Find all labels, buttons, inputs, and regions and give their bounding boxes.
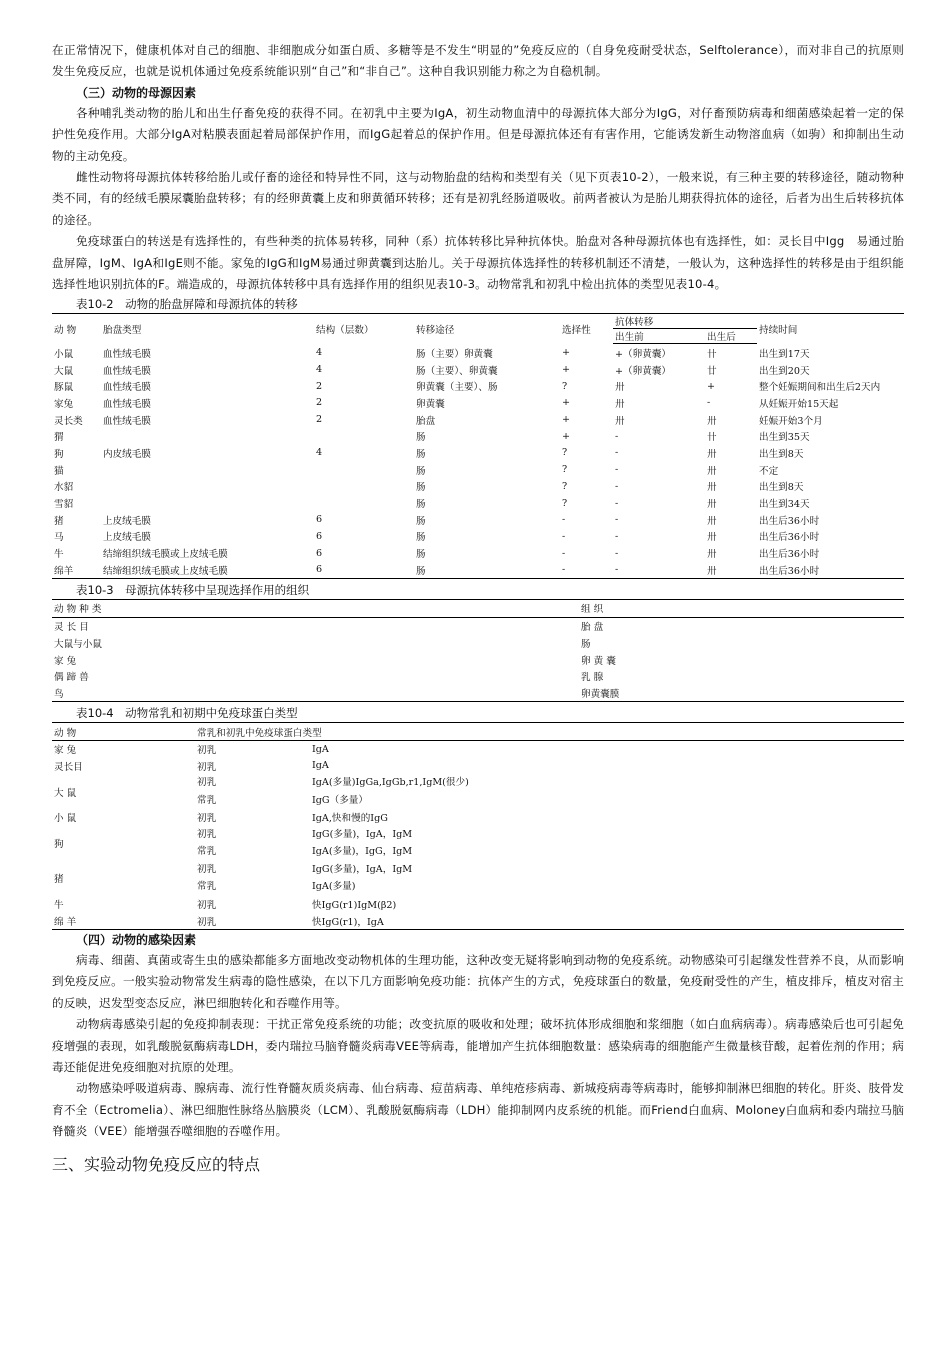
table-row <box>52 545 904 562</box>
animal-cell: 牛 <box>54 899 64 911</box>
table-cell: 结缔组织绒毛膜或上皮绒毛膜 <box>103 549 228 561</box>
ig-cell <box>310 740 904 757</box>
infection-paragraph-1: 病毒、细菌、真菌或寄生虫的感染都能多方面地改变动物机体的生理功能，这种改变无疑将影响到动物的免疫系统。动物感染可引起继发性营养不良，从而影响到免疫反应。一般实验动物常发生病毒的隐性感染，在以下几方面影响免疫功能：抗体产生的方式，免疫球蛋白的数量，免疫耐受性的产生，植皮排斥，植皮对宿主的反映，迟发型变态反应，淋巴细胞转化和吞噬作用等。 <box>52 952 904 1010</box>
table-cell: 出生到34天 <box>759 499 810 510</box>
t3-header-tissue: 组 织 <box>579 600 904 618</box>
table-row <box>52 896 904 913</box>
table-cell: 2 <box>316 414 323 426</box>
table-cell: 肠 <box>416 499 426 510</box>
table-row <box>52 617 904 634</box>
maternal-paragraph-1: 各种哺乳类动物的胎儿和出生仔畜免疫的获得不同。在初乳中主要为IgA，初生动物血清中的母源抗体大部分为IgG，对仔畜预防病毒和细菌感染起着一定的保护性免疫作用。大部分IgA对粘膜表面起着局部保护作用，而IgG起着总的保护作用。但是母源抗体还有有害作用，它能诱发新生动物溶血病（如驹）和抑制出生动物的主动免疫。 <box>52 105 904 163</box>
table-cell: 不定 <box>759 465 779 477</box>
table-row <box>52 361 904 378</box>
table-cell: 大鼠与小鼠 <box>54 638 102 650</box>
infection-heading: （四）动物的感染因素 <box>76 932 197 947</box>
t2-header-animal: 动 物 <box>52 314 101 344</box>
table-cell <box>101 461 314 478</box>
milk-type: 初乳 <box>197 863 217 875</box>
table-cell: - <box>615 514 619 526</box>
table-cell <box>101 495 314 512</box>
table-cell: + <box>707 380 716 392</box>
table-cell: 猫 <box>54 465 64 477</box>
milk-type: 初乳 <box>197 813 217 825</box>
table-row <box>52 774 904 809</box>
table-row <box>52 634 904 651</box>
table-cell: + <box>562 397 571 409</box>
table-row <box>52 445 904 462</box>
table-cell: 4 <box>316 364 323 375</box>
table-cell: 6 <box>314 561 414 578</box>
table-cell: 肠 <box>416 432 426 444</box>
table-cell: 出生到17天 <box>759 348 810 360</box>
t2-header-duration: 持续时间 <box>757 314 904 344</box>
table-cell: - <box>562 547 566 559</box>
table-row <box>52 685 904 702</box>
table-cell <box>314 495 414 512</box>
table-cell: 上皮绒毛膜 <box>103 515 151 527</box>
table-cell: 内皮绒毛膜 <box>103 448 151 460</box>
table-cell: 卄 <box>707 432 717 444</box>
table-cell: - <box>615 530 619 542</box>
table-cell: - <box>613 561 705 578</box>
table-cell: 卵黄囊膜 <box>579 685 904 702</box>
ig-cell <box>310 809 904 826</box>
table-cell: 6 <box>316 514 323 526</box>
table-cell: + <box>562 364 571 375</box>
table-cell: 结缔组织绒毛膜或上皮绒毛膜 <box>101 561 314 578</box>
animal-cell: 小 鼠 <box>54 813 77 825</box>
t4-header-animal: 动 物 <box>52 723 195 741</box>
intro-paragraph: 在正常情况下，健康机体对自己的细胞、非细胞成分如蛋白质、多糖等是不发生“明显的”免疫反应的（自身免疫耐受状态，Selftolerance），而对非自己的抗原则发生免疫反应，也就是说机体通过免疫系统能识别“自己”和“非自己”。这种自我识别能力称之为自稳机制。 <box>52 43 904 79</box>
table-cell: 卅 <box>615 398 625 410</box>
ig-type: IgA,快和慢的IgG <box>312 813 388 825</box>
table-cell: 肠 <box>414 561 560 578</box>
table-cell: + <box>562 414 571 426</box>
maternal-paragraph-2: 雌性动物将母源抗体转移给胎儿或仔畜的途径和特异性不同，这与动物胎盘的结构和类型有关（见下页表10-2），一般来说，有三种主要的转移途径，随动物种类不同，有的经绒毛膜尿囊胎盘转移；有的经卵黄囊上皮和卵黄循环转移；还有是初乳经肠道吸收。前两者被认为是胎儿期获得抗体的途径，后者为出生后转移抗体的途径。 <box>52 170 904 227</box>
table-cell: 血性绒毛膜 <box>103 398 151 410</box>
table-cell: - <box>615 480 619 492</box>
table-row <box>52 809 904 826</box>
table-cell: - <box>615 497 619 509</box>
table-row <box>52 461 904 478</box>
t2-header-placenta: 胎盘类型 <box>101 314 314 344</box>
table-cell <box>314 478 414 495</box>
table-row <box>52 511 904 528</box>
table-10-4 <box>52 722 904 930</box>
table-cell: 卅 <box>707 499 717 510</box>
table-cell: 2 <box>316 380 323 392</box>
ig-cell <box>310 896 904 913</box>
table-cell: 肠 <box>416 532 426 544</box>
milk-cell <box>195 826 310 861</box>
table-cell: 卅 <box>615 415 625 427</box>
table-cell: 猪 <box>54 515 64 527</box>
table-cell: 豚鼠 <box>54 382 74 394</box>
milk-cell <box>195 861 310 896</box>
table-cell: - <box>707 397 711 409</box>
table-cell: 肠（主要）、卵黄囊 <box>416 365 498 377</box>
table-10-3 <box>52 599 904 702</box>
table-cell: 出生后36小时 <box>759 532 820 544</box>
table-cell: 血性绒毛膜 <box>103 348 151 360</box>
table-cell: ? <box>562 497 568 509</box>
infection-paragraph-3: 动物感染呼吸道病毒、腺病毒、流行性脊髓灰质炎病毒、仙台病毒、痘苗病毒、单纯疮疹病毒、新城疫病毒等病毒时，能够抑制淋巴细胞的转化。肝炎、肢骨发育不全（Ectromelia）、淋巴细胞性脉络丛脑膜炎（LCM）、乳酸脱氨酶病毒（LDH）能抑制网内皮系统的机能。而Friend白血病、Moloney白血病和委内瑞拉马脑脊髓炎（VEE）能增强吞噬细胞的吞噬作用。 <box>52 1081 904 1139</box>
ig-cell <box>310 758 904 775</box>
animal-cell: 狗 <box>54 839 64 851</box>
table-cell: 2 <box>316 397 323 409</box>
table-cell: 雪貂 <box>54 499 74 510</box>
table-cell: 从妊娠开始15天起 <box>759 398 839 410</box>
table-cell: 灵长类 <box>54 415 83 427</box>
table-cell: +（卵黄囊） <box>615 348 672 360</box>
milk-type: 初乳 <box>197 761 217 773</box>
table-cell: + <box>562 347 571 359</box>
table-cell: 出生到20天 <box>759 365 810 377</box>
ig-cell <box>310 912 904 929</box>
milk-type: 常乳 <box>197 846 217 858</box>
table-cell: 家 兔 <box>54 655 77 667</box>
table-cell <box>314 461 414 478</box>
table-cell: 马 <box>54 532 64 544</box>
table-cell: 血性绒毛膜 <box>103 365 151 377</box>
table-cell: 廿 <box>707 365 717 377</box>
table-cell: 肠 <box>416 515 426 527</box>
ig-type: IgA <box>312 743 329 755</box>
table-row <box>52 378 904 395</box>
table-cell: 卅 <box>707 549 717 561</box>
table-cell: 大鼠 <box>54 365 74 377</box>
milk-type: 常乳 <box>197 794 217 806</box>
ig-type: 快IgG(r1)IgM(β2) <box>312 899 397 911</box>
table-row <box>52 826 904 861</box>
infection-paragraph-2: 动物病毒感染引起的免疫抑制表现：干扰正常免疫系统的功能；改变抗原的吸收和处理；破坏抗体形成细胞和浆细胞（如白血病病毒）。病毒感染后也可引起免疫增强的表现，如乳酸脱氨酶病毒LDH，委内瑞拉马脑脊髓炎病毒VEE等病毒，能增加产生抗体细胞数量：感染病毒的细胞能产生微量核苷酸，起着佐剂的作用；病毒还能促进免疫细胞对抗原的处理。 <box>52 1017 904 1074</box>
ig-type: 快IgG(r1)，IgA <box>312 916 384 928</box>
table-row <box>52 758 904 775</box>
ig-cell <box>310 826 904 861</box>
table-row <box>52 561 904 578</box>
milk-type: 初乳 <box>197 828 217 840</box>
table-cell: - <box>615 464 619 476</box>
table-cell: 家兔 <box>54 398 74 410</box>
table-cell: 出生到35天 <box>759 432 810 444</box>
table-cell: 卅 <box>707 532 717 544</box>
table-row <box>52 495 904 512</box>
table-cell: 猬 <box>54 432 64 444</box>
table-cell: 出生后36小时 <box>757 561 904 578</box>
table-cell: 小鼠 <box>54 348 74 360</box>
table-row <box>52 478 904 495</box>
ig-type: IgG（多量） <box>312 794 368 806</box>
milk-cell <box>195 809 310 826</box>
table-cell: - <box>562 514 566 526</box>
table-cell: 肠 <box>416 448 426 460</box>
t3-header-animal: 动 物 种 类 <box>52 600 579 618</box>
milk-type: 初乳 <box>197 777 217 789</box>
animal-cell: 绵 羊 <box>52 912 195 929</box>
milk-cell <box>195 912 310 929</box>
milk-type: 初乳 <box>197 916 217 928</box>
maternal-heading: （三）动物的母源因素 <box>76 85 197 100</box>
table-cell: 整个妊娠期间和出生后2天内 <box>759 382 881 394</box>
table-cell: 胎 盘 <box>581 622 604 634</box>
table-cell: 血性绒毛膜 <box>103 382 151 394</box>
table-cell: 肠 <box>416 482 426 494</box>
table-cell: 偶 蹄 兽 <box>54 672 89 684</box>
animal-cell: 家 兔 <box>54 745 77 757</box>
table-cell: ? <box>562 447 568 459</box>
table-cell: 血性绒毛膜 <box>103 415 151 427</box>
table-cell: 牛 <box>54 549 64 561</box>
table-cell: 出生到8天 <box>759 482 804 494</box>
ig-type: IgA <box>312 760 329 772</box>
table-row <box>52 428 904 445</box>
document-page <box>52 40 904 1177</box>
table-cell: 肠（主要）卵黄囊 <box>416 348 493 360</box>
ig-cell <box>310 861 904 896</box>
milk-type: 常乳 <box>197 881 217 893</box>
table-cell: 鸟 <box>52 685 579 702</box>
ig-type: IgA(多量)，IgG，IgM <box>312 846 413 858</box>
table-cell: 上皮绒毛膜 <box>103 532 151 544</box>
table-cell: 妊娠开始3个月 <box>759 415 823 427</box>
table-cell: 卵黄囊（主要）、肠 <box>416 382 498 394</box>
table-row <box>52 528 904 545</box>
table-cell <box>101 478 314 495</box>
table-cell: 灵 长 目 <box>54 622 89 634</box>
table-row <box>52 411 904 428</box>
t2-header-transfer: 抗体转移 <box>613 314 757 329</box>
table-cell: 卅 <box>707 465 717 477</box>
table-cell: 肠 <box>416 549 426 561</box>
milk-type: 初乳 <box>197 745 217 757</box>
maternal-paragraph-3: 免疫球蛋白的转送是有选择性的，有些种类的抗体易转移，同种（系）抗体转移比异种抗体快。胎盘对各种母源抗体也有选择性，如：灵长目中Igg 易通过胎盘屏障，IgM、IgA和IgE则不能。家兔的IgG和IgM易通过卵黄囊到达胎儿。关于母源抗体选择性的转移机制还不清楚，一般认为，这种选择性的转移是由于组织能选择性地识别抗体的F。端造成的，母源抗体转移中具有选择作用的组织见表10-3。动物常乳和初乳中检出抗体的类型见表10-4。 <box>52 234 904 292</box>
animal-cell: 灵长目 <box>54 761 83 773</box>
table-cell: 水貂 <box>54 482 74 494</box>
table-cell: 卅 <box>707 482 717 494</box>
table-10-4-caption: 表10-4 动物常乳和初期中免疫球蛋白类型 <box>76 706 298 721</box>
table-cell: 肠 <box>416 465 426 477</box>
table-cell: 卅 <box>707 448 717 460</box>
table-row <box>52 668 904 685</box>
table-cell: 4 <box>316 447 323 459</box>
animal-cell: 猪 <box>54 874 64 886</box>
table-cell: 肠 <box>581 638 591 650</box>
animal-cell: 大 鼠 <box>54 787 77 799</box>
table-cell: 出生到8天 <box>759 448 804 460</box>
table-row <box>52 740 904 757</box>
table-cell <box>101 428 314 445</box>
table-cell: +（卵黄囊） <box>615 365 672 377</box>
table-cell: 卅 <box>707 415 717 427</box>
milk-cell <box>195 740 310 757</box>
table-cell <box>314 428 414 445</box>
section-heading: 三、实验动物免疫反应的特点 <box>52 1154 261 1174</box>
milk-type: 初乳 <box>197 899 217 911</box>
table-cell: - <box>615 430 619 442</box>
table-cell: 卵黄囊 <box>416 398 445 410</box>
table-cell: 6 <box>316 530 323 542</box>
t4-header-types: 常乳和初乳中免疫球蛋白类型 <box>195 723 904 741</box>
table-cell: ? <box>562 380 568 392</box>
table-row <box>52 651 904 668</box>
milk-cell <box>195 758 310 775</box>
table-cell: 卅 <box>707 515 717 527</box>
ig-type: IgG(多量)，IgA，IgM <box>312 863 413 875</box>
table-cell: - <box>560 561 613 578</box>
table-cell: 6 <box>316 547 323 559</box>
table-cell: 卅 <box>705 561 757 578</box>
ig-type: IgA(多量) <box>312 881 356 893</box>
table-cell: - <box>615 547 619 559</box>
table-10-3-caption: 表10-3 母源抗体转移中呈现选择作用的组织 <box>76 583 310 598</box>
table-cell: 卵 黄 囊 <box>581 655 616 667</box>
milk-cell <box>195 896 310 913</box>
table-cell: 绵羊 <box>52 561 101 578</box>
table-cell: ? <box>562 464 568 476</box>
table-cell: 4 <box>316 347 323 359</box>
table-row <box>52 344 904 361</box>
table-cell: ? <box>562 480 568 492</box>
table-cell: 胎盘 <box>416 415 436 427</box>
ig-type: IgG(多量)，IgA，IgM <box>312 828 413 840</box>
table-cell: + <box>562 430 571 442</box>
t2-header-after: 出生后 <box>705 329 757 344</box>
table-cell: 卅 <box>615 382 625 394</box>
table-10-2 <box>52 313 904 579</box>
t2-header-selective: 选择性 <box>560 314 613 344</box>
table-cell: - <box>615 447 619 459</box>
table-10-2-caption: 表10-2 动物的胎盘屏障和母源抗体的转移 <box>76 297 298 312</box>
ig-type: IgA(多量)IgGa,IgGb,r1,IgM(很少) <box>312 777 469 789</box>
table-row <box>52 395 904 412</box>
table-cell: 狗 <box>54 448 64 460</box>
table-cell: - <box>562 530 566 542</box>
table-cell: 卄 <box>707 348 717 360</box>
milk-cell <box>195 774 310 809</box>
table-cell: 出生后36小时 <box>759 515 820 527</box>
table-cell: 出生后36小时 <box>759 549 820 561</box>
t2-header-before: 出生前 <box>613 329 705 344</box>
table-cell: 乳 腺 <box>581 672 604 684</box>
t2-header-route: 转移途径 <box>414 314 560 344</box>
table-row <box>52 861 904 896</box>
ig-cell <box>310 774 904 809</box>
table-row <box>52 912 904 929</box>
t2-header-layers: 结构（层数） <box>314 314 414 344</box>
